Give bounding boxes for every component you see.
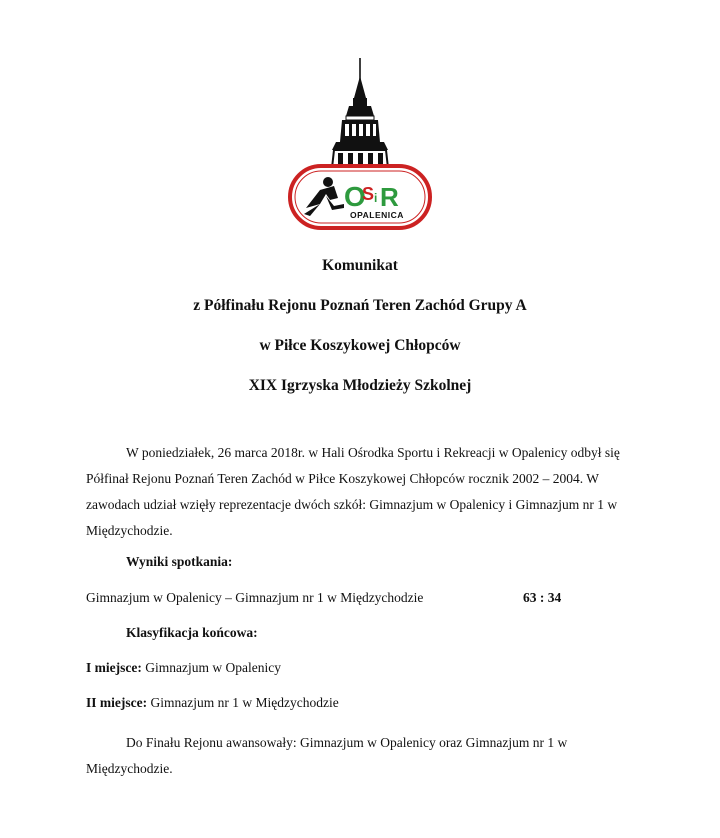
- intro-paragraph: W poniedziałek, 26 marca 2018r. w Hali Ośrodka Sportu i Rekreacji w Opalenicy odbył się Półfinał Rejonu Poznań Teren Zachód w Piłce Koszykowej Chłopców rocznik 2002 – 2004. W zawodach udział wzięły reprezentacje dwóch szkół: Gimnazjum w Opalenicy i Gimnazjum nr 1 w Międzychodzie.: [86, 445, 620, 538]
- osir-logo: [286, 58, 434, 230]
- title-komunikat: Komunikat: [322, 257, 398, 274]
- place-second-team: Gimnazjum nr 1 w Międzychodzie: [147, 695, 339, 710]
- result-score: 63 : 34: [523, 590, 562, 605]
- classification-heading: Klasyfikacja końcowa:: [126, 625, 258, 640]
- svg-text:O: O: [344, 181, 365, 212]
- svg-text:R: R: [380, 182, 399, 212]
- result-teams: Gimnazjum w Opalenicy – Gimnazjum nr 1 w Międzychodzie: [86, 590, 424, 605]
- svg-text:OPALENICA: OPALENICA: [350, 210, 404, 220]
- svg-text:S: S: [362, 184, 375, 204]
- title-polfinal: z Półfinału Rejonu Poznań Teren Zachód Grupy A: [193, 297, 527, 314]
- place-second-label: II miejsce:: [86, 695, 148, 710]
- place-second: [86, 695, 339, 711]
- place-first: [86, 660, 281, 676]
- advancement-paragraph: Do Finału Rejonu awansowały: Gimnazjum w Opalenicy oraz Gimnazjum nr 1 w Międzychodzie.: [86, 735, 568, 776]
- title-discipline: w Piłce Koszykowej Chłopców: [259, 337, 461, 354]
- title-games: XIX Igrzyska Młodzieży Szkolnej: [248, 377, 472, 394]
- place-first-team: Gimnazjum w Opalenicy: [141, 660, 281, 675]
- results-heading: Wyniki spotkania:: [126, 554, 233, 569]
- place-first-label: I miejsce:: [86, 660, 142, 675]
- svg-text:i: i: [374, 191, 378, 205]
